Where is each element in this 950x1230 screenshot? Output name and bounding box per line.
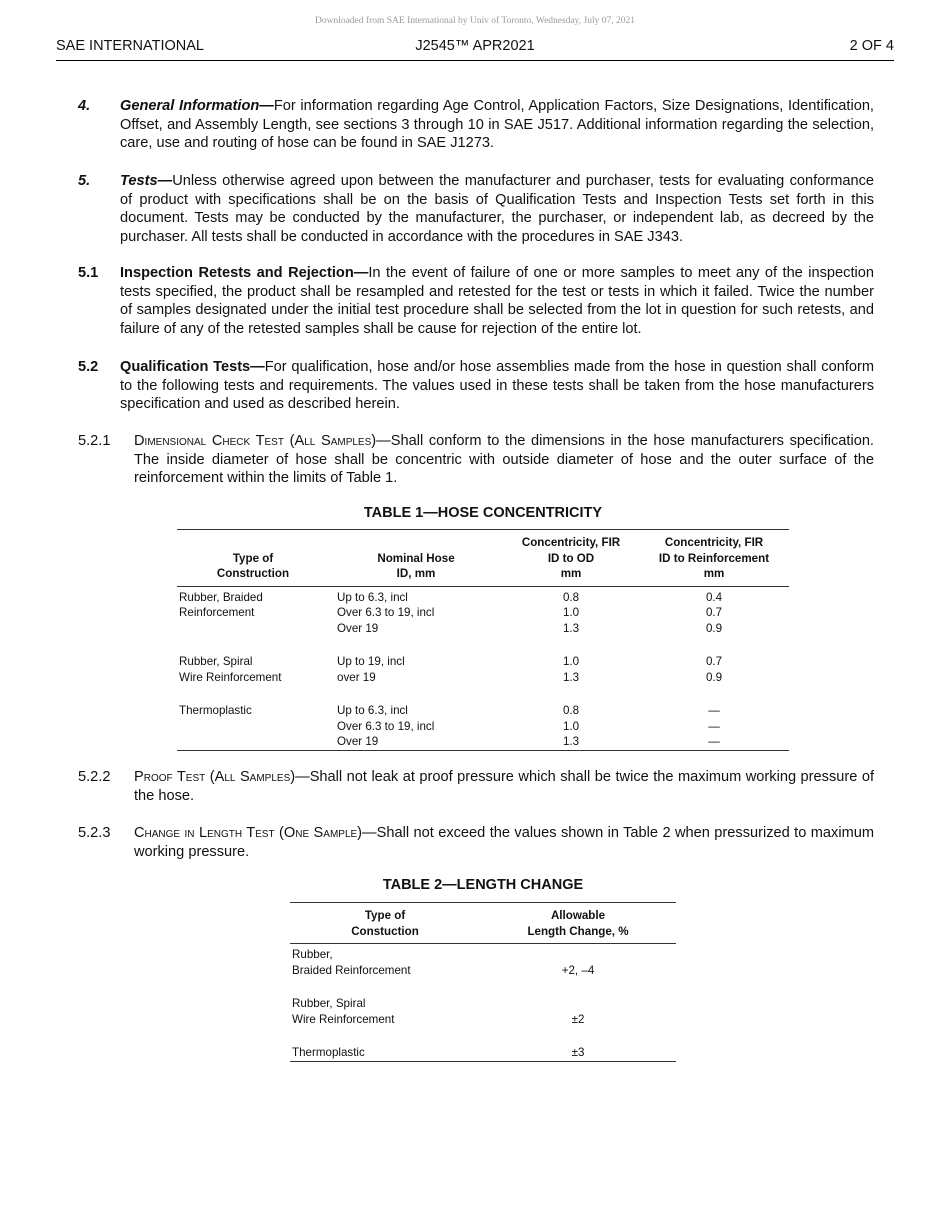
table-cell: Wire Reinforcement xyxy=(179,670,282,684)
section-5-2-2 xyxy=(78,768,874,805)
section-title: General Information— xyxy=(120,98,274,114)
table-row xyxy=(177,605,789,621)
table-cell: Rubber, Braided xyxy=(179,590,263,604)
table-2-title: TABLE 2—LENGTH CHANGE xyxy=(382,877,584,893)
table-cell: Up to 19, incl xyxy=(337,655,405,668)
table-cell: 0.4 xyxy=(705,590,723,604)
table-row xyxy=(177,734,789,750)
table-row xyxy=(177,670,789,686)
column-header: Allowable Length Change, % xyxy=(480,903,676,944)
section-5 xyxy=(78,172,874,247)
table-cell xyxy=(177,734,329,750)
section-body: —Shall not leak at proof pressure which shall be twice the maximum working pressure of the hose. xyxy=(134,769,875,804)
section-title: Inspection Retests and Rejection— xyxy=(120,265,369,281)
column-header: Nominal Hose ID, mm xyxy=(329,530,503,587)
table-cell: 0.9 xyxy=(705,670,723,684)
section-title: Tests— xyxy=(120,173,173,189)
section-text xyxy=(120,172,874,247)
section-body: —Shall not exceed the values shown in Table 2 when pressurized to maximum working pressure. xyxy=(134,825,874,860)
section-title: Dimensional Check Test (All Samples) xyxy=(134,433,377,449)
section-text xyxy=(134,768,874,805)
table-header-row xyxy=(290,903,676,944)
column-header: Concentricity, FIR ID to Reinforcement mm xyxy=(639,530,789,587)
section-text xyxy=(120,97,874,153)
table-cell: Wire Reinforcement xyxy=(292,1012,395,1026)
column-header: Type of Construction xyxy=(177,530,329,587)
table-cell: — xyxy=(708,719,720,733)
table-cell xyxy=(177,621,329,637)
table-1 xyxy=(177,529,789,751)
table-spacer-row xyxy=(177,685,789,703)
page-header xyxy=(56,38,894,61)
table-cell: ±3 xyxy=(480,1045,676,1061)
table-cell: 0.8 xyxy=(562,590,580,604)
table-cell: Rubber, Spiral xyxy=(179,655,253,668)
section-5-2-1 xyxy=(78,432,874,488)
table-spacer-row xyxy=(290,978,676,996)
section-number: 4. xyxy=(78,98,91,114)
table-cell: 1.3 xyxy=(562,670,580,684)
column-header: Type of Constuction xyxy=(290,903,480,944)
section-number: 5. xyxy=(78,173,91,189)
table-cell: 1.0 xyxy=(562,719,580,733)
table-cell: — xyxy=(639,734,789,750)
table-cell: 1.0 xyxy=(562,606,580,619)
table-cell: over 19 xyxy=(337,670,376,684)
table-cell: Over 19 xyxy=(337,621,379,635)
table-1-title: TABLE 1—HOSE CONCENTRICITY xyxy=(363,505,603,521)
table-row xyxy=(177,621,789,637)
table-row xyxy=(177,654,789,670)
section-body: —Shall conform to the dimensions in the hose manufacturers specification. The inside diameter of hose shall be concentric with outside diameter of hose and the outer surface of the reinforcement within the limits of Table 1. xyxy=(134,433,874,487)
table-cell: 0.8 xyxy=(562,704,580,717)
section-5-2 xyxy=(78,358,874,414)
table-cell: Rubber, Spiral xyxy=(292,997,366,1010)
table-spacer-row xyxy=(177,636,789,654)
table-cell: 0.9 xyxy=(705,621,723,635)
section-title: Proof Test (All Samples) xyxy=(134,769,296,785)
section-title: Change in Length Test (One Sample) xyxy=(134,825,363,841)
table-cell: Over 6.3 to 19, incl xyxy=(337,606,435,619)
section-number: 5.2.2 xyxy=(78,769,111,785)
table-cell: 1.3 xyxy=(503,734,639,750)
section-body: For information regarding Age Control, Application Factors, Size Designations, Identification, Offset, and Assembly Length, see sections 3 through 10 in SAE J517. Additional information regarding the selection, care, use and routing of hose can be found in SAE J1273. xyxy=(120,98,874,152)
table-cell: 1.0 xyxy=(562,655,580,668)
table-row xyxy=(290,1012,676,1028)
section-text xyxy=(134,432,874,488)
table-row xyxy=(290,996,676,1012)
section-5-2-3 xyxy=(78,824,874,861)
table-cell: Up to 6.3, incl xyxy=(337,590,408,604)
section-4 xyxy=(78,97,874,153)
section-number: 5.1 xyxy=(78,265,99,281)
table-row xyxy=(290,944,676,963)
section-text xyxy=(120,264,874,339)
table-cell: ±2 xyxy=(571,1012,585,1026)
section-title: Qualification Tests— xyxy=(120,359,265,375)
table-cell: +2, –4 xyxy=(561,963,595,977)
download-notice: Downloaded from SAE International by Univ of Toronto, Wednesday, July 07, 2021 xyxy=(314,16,636,26)
table-row xyxy=(177,586,789,605)
section-number: 5.2.3 xyxy=(78,825,111,841)
header-page-number: 2 OF 4 xyxy=(849,38,894,54)
table-cell: Rubber, xyxy=(292,948,333,961)
table-cell: 1.3 xyxy=(562,621,580,635)
table-header-row xyxy=(177,530,789,587)
table-cell xyxy=(480,996,676,1012)
table-cell: Thermoplastic xyxy=(290,1045,480,1061)
table-cell xyxy=(177,719,329,735)
table-row xyxy=(177,703,789,719)
column-header: Concentricity, FIR ID to OD mm xyxy=(503,530,639,587)
table-spacer-row xyxy=(290,1027,676,1045)
header-document-id: J2545™ APR2021 xyxy=(415,38,535,54)
table-row xyxy=(290,1045,676,1061)
section-number: 5.2 xyxy=(78,359,99,375)
header-publisher: SAE INTERNATIONAL xyxy=(56,38,204,54)
table-cell: Over 19 xyxy=(329,734,503,750)
table-cell: — xyxy=(708,704,720,717)
section-body: In the event of failure of one or more samples to meet any of the inspection tests specified, the product shall be resampled and retested for the test or tests in which it failed. Twice the number of samples designated under the initial test procedure shall be selected from the lot in question for such retests, and failure of any of the retested samples shall be cause for rejection of the entire lot. xyxy=(120,265,874,338)
table-2 xyxy=(290,902,676,1062)
table-cell: Reinforcement xyxy=(179,606,255,619)
table-cell: Braided Reinforcement xyxy=(292,963,411,977)
table-cell xyxy=(480,944,676,963)
section-body: For qualification, hose and/or hose assemblies made from the hose in question shall conform to the following tests and requirements. The values used in these tests shall be taken from the hose manufacturers specification and used as described herein. xyxy=(120,359,874,413)
table-row xyxy=(290,963,676,979)
table-cell: Over 6.3 to 19, incl xyxy=(337,719,435,733)
table-cell: 0.7 xyxy=(705,655,723,668)
section-text xyxy=(134,824,874,861)
table-cell: Up to 6.3, incl xyxy=(337,704,408,717)
section-text xyxy=(120,358,874,414)
section-5-1 xyxy=(78,264,874,339)
section-number: 5.2.1 xyxy=(78,433,111,449)
table-cell: 0.7 xyxy=(705,606,723,619)
table-row xyxy=(177,719,789,735)
section-body: Unless otherwise agreed upon between the manufacturer and purchaser, tests for evaluating conformance of product with specifications shall be on the basis of Qualification Tests and Inspection Tests set forth in this document. Tests may be conducted by the manufacturer, the purchaser, or independent lab, as decreed by the purchaser. All tests shall be conducted in accordance with the procedures in SAE J343. xyxy=(120,173,874,246)
table-cell: Thermoplastic xyxy=(179,704,252,717)
